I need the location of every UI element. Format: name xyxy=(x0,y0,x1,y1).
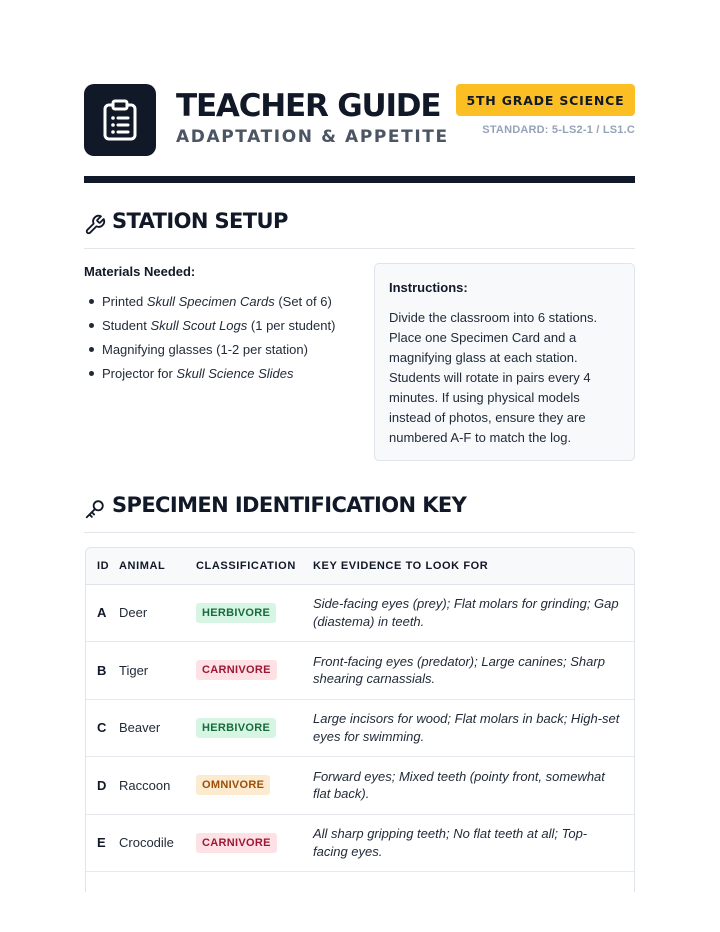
animal-name: Tiger xyxy=(119,662,149,678)
classification-badge: OMNIVORE xyxy=(196,775,270,795)
specimen-id: C xyxy=(97,720,107,736)
table-row xyxy=(86,584,634,642)
table-row xyxy=(86,642,634,700)
animal-name: Raccoon xyxy=(119,777,171,793)
station-setup-heading xyxy=(84,209,635,249)
table-row xyxy=(86,699,634,757)
key-evidence: Front-facing eyes (predator); Large canines; Sharp shearing carnassials. xyxy=(313,653,605,687)
classification-badge: CARNIVORE xyxy=(196,660,277,680)
logo xyxy=(84,84,156,156)
column-header-id: ID xyxy=(86,548,119,584)
key-evidence: Forward eyes; Mixed teeth (pointy front, somewhat flat back). xyxy=(313,768,605,802)
column-header-classification: CLASSIFICATION xyxy=(196,548,313,584)
animal-name: Deer xyxy=(119,605,148,621)
table-row xyxy=(86,757,634,815)
material-item: Student Skull Scout Logs (1 per student) xyxy=(84,318,354,333)
specimen-id: D xyxy=(97,777,107,793)
instructions-text: Divide the classroom into 6 stations. Place one Specimen Card and a magnifying glass at each station. Students will rotate in pairs every 4 minutes. If using physical models instead of photos, ensure they are numbered A-F to match the log. xyxy=(389,310,598,445)
clipboard-icon xyxy=(102,99,138,141)
material-item: Printed Skull Specimen Cards (Set of 6) xyxy=(84,294,354,309)
section-title: SPECIMEN IDENTIFICATION KEY xyxy=(112,493,467,517)
classification-badge: CARNIVORE xyxy=(196,833,277,853)
key-evidence: Large incisors for wood; Flat molars in back; High-set eyes for swimming. xyxy=(313,711,620,744)
key-icon xyxy=(84,498,106,520)
material-item: Projector for Skull Science Slides xyxy=(84,366,354,381)
page-title: TEACHER GUIDE xyxy=(176,88,441,124)
page-subtitle: ADAPTATION & APPETITE xyxy=(176,127,449,147)
key-evidence: All sharp gripping teeth; No flat teeth at all; Top-facing eyes. xyxy=(313,826,588,859)
animal-name: Crocodile xyxy=(119,835,174,851)
column-header-animal: ANIMAL xyxy=(119,548,196,584)
material-item: Magnifying glasses (1-2 per station) xyxy=(84,342,354,357)
classification-badge: HERBIVORE xyxy=(196,718,276,738)
specimen-table xyxy=(85,547,635,892)
page-header xyxy=(84,84,635,156)
specimen-id: E xyxy=(97,835,106,851)
column-header-evidence: KEY EVIDENCE TO LOOK FOR xyxy=(313,548,634,584)
animal-name: Beaver xyxy=(119,720,161,736)
section-title: STATION SETUP xyxy=(112,209,288,233)
header-divider xyxy=(84,176,635,183)
table-header-row xyxy=(86,548,634,584)
key-evidence: Side-facing eyes (prey); Flat molars for grinding; Gap (diastema) in teeth. xyxy=(313,596,619,629)
grade-badge: 5TH GRADE SCIENCE xyxy=(456,84,635,116)
specimen-id: A xyxy=(97,605,107,621)
materials-heading: Materials Needed: xyxy=(84,264,196,279)
instructions-box xyxy=(374,263,635,461)
instructions-heading: Instructions: xyxy=(389,280,468,295)
standard-label: STANDARD: 5-LS2-1 / LS1.C xyxy=(482,124,635,136)
wrench-icon xyxy=(84,214,106,236)
specimen-key-heading xyxy=(84,493,635,533)
classification-badge: HERBIVORE xyxy=(196,603,276,623)
table-row xyxy=(86,814,634,872)
materials-list xyxy=(84,264,354,390)
specimen-id: B xyxy=(97,662,107,678)
